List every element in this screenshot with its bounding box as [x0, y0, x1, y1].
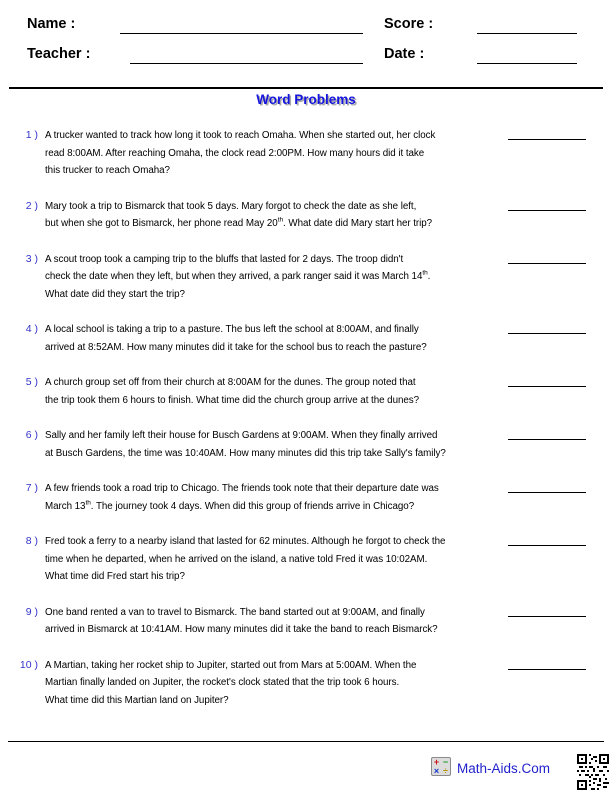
- score-input-line[interactable]: [477, 16, 577, 34]
- problem-row: [0, 604, 612, 639]
- score-label: Score :: [384, 16, 434, 32]
- problem-row: [0, 533, 612, 586]
- problem-text: A few friends took a road trip to Chicago. The friends took note that their departure date was March 13th. The journey took 4 days. When did this group of friends arrive in Chicago?: [45, 483, 439, 512]
- problem-number: 9 ): [25, 605, 38, 618]
- problem-text: Sally and her family left their house for Busch Gardens at 9:00AM. When they finally arrived at Busch Gardens, the time was 10:40AM. How many minutes did this trip take Sally's family?: [45, 430, 446, 459]
- answer-blank[interactable]: [508, 210, 586, 211]
- answer-blank[interactable]: [508, 139, 586, 140]
- problem-row: [0, 321, 612, 356]
- math-operations-icon: [431, 757, 451, 776]
- problem-text: A Martian, taking her rocket ship to Jupiter, started out from Mars at 5:00AM. When the Martian finally landed on Jupiter, the rocket's clock stated that the trip took 6 hours. What time did this Martian land on Jupiter?: [45, 659, 417, 706]
- problem-number: 8 ): [25, 535, 38, 547]
- problem-text: A church group set off from their church at 8:00AM for the dunes. The group noted that the trip took them 6 hours to finish. What time did the church group arrive at the dunes?: [45, 377, 420, 406]
- problem-row: [0, 427, 612, 462]
- teacher-label: Teacher :: [27, 46, 91, 62]
- problem-list: [0, 127, 612, 727]
- problem-row: [0, 480, 612, 515]
- qr-code-icon: [577, 754, 609, 790]
- answer-blank[interactable]: [508, 492, 586, 493]
- header-divider: [9, 87, 603, 89]
- problem-number: 2 ): [25, 199, 38, 212]
- answer-blank[interactable]: [508, 545, 586, 546]
- problem-text: One band rented a van to travel to Bismarck. The band started out at 9:00AM, and finally arrived in Bismarck at 10:41AM. How many minutes did it take the band to reach Bismarck?: [45, 606, 438, 635]
- answer-blank[interactable]: [508, 616, 586, 617]
- teacher-input-line[interactable]: [130, 46, 363, 64]
- name-label: Name :: [27, 16, 76, 32]
- problem-number: 5 ): [25, 376, 38, 388]
- problem-number: 7 ): [25, 482, 38, 494]
- problem-text: A trucker wanted to track how long it took to reach Omaha. When she started out, her clock read 8:00AM. After reaching Omaha, the clock read 2:00PM. How many hours did it take this trucker to reach Omaha?: [45, 130, 436, 176]
- problem-text: A local school is taking a trip to a pasture. The bus left the school at 8:00AM, and finally arrived at 8:52AM. How many minutes did it take for the school bus to reach the pasture?: [45, 324, 427, 353]
- problem-number: 1 ): [25, 129, 38, 141]
- plus-glyph: +: [433, 757, 440, 767]
- footer-divider: [8, 741, 604, 742]
- answer-blank[interactable]: [508, 333, 586, 334]
- worksheet-title: Word Problems: [256, 92, 356, 107]
- problem-number: 10 ): [19, 658, 38, 671]
- problem-text: A scout troop took a camping trip to the bluffs that lasted for 2 days. The troop didn't check the date when they left, but when they arrived, a park ranger said it was March 14th. What date did they start the trip?: [45, 253, 431, 300]
- divide-glyph: ÷: [443, 766, 448, 776]
- minus-glyph: −: [442, 757, 449, 767]
- problem-number: 3 ): [25, 252, 38, 265]
- answer-blank[interactable]: [508, 263, 586, 264]
- date-input-line[interactable]: [477, 46, 577, 64]
- problem-row: [0, 374, 612, 409]
- name-input-line[interactable]: [120, 16, 363, 34]
- multiply-glyph: ×: [433, 766, 440, 776]
- problem-number: 6 ): [25, 429, 38, 441]
- date-label: Date :: [384, 46, 425, 62]
- brand-link[interactable]: Math-Aids.Com: [457, 761, 551, 776]
- answer-blank[interactable]: [508, 439, 586, 440]
- problem-row: [0, 657, 612, 710]
- answer-blank[interactable]: [508, 669, 586, 670]
- problem-text: Fred took a ferry to a nearby island that lasted for 62 minutes. Although he forgot to check the time when he departed, when he arrived on the island, a native told Fred it was 10:02AM. What time did Fred start his trip?: [45, 536, 446, 582]
- problem-number: 4 ): [25, 323, 38, 335]
- problem-text: Mary took a trip to Bismarck that took 5 days. Mary forgot to check the date as she left, but when she got to Bismarck, her phone read May 20th. What date did Mary start her trip?: [45, 200, 433, 229]
- problem-row: [0, 198, 612, 233]
- problem-row: [0, 251, 612, 304]
- answer-blank[interactable]: [508, 386, 586, 387]
- problem-row: [0, 127, 612, 180]
